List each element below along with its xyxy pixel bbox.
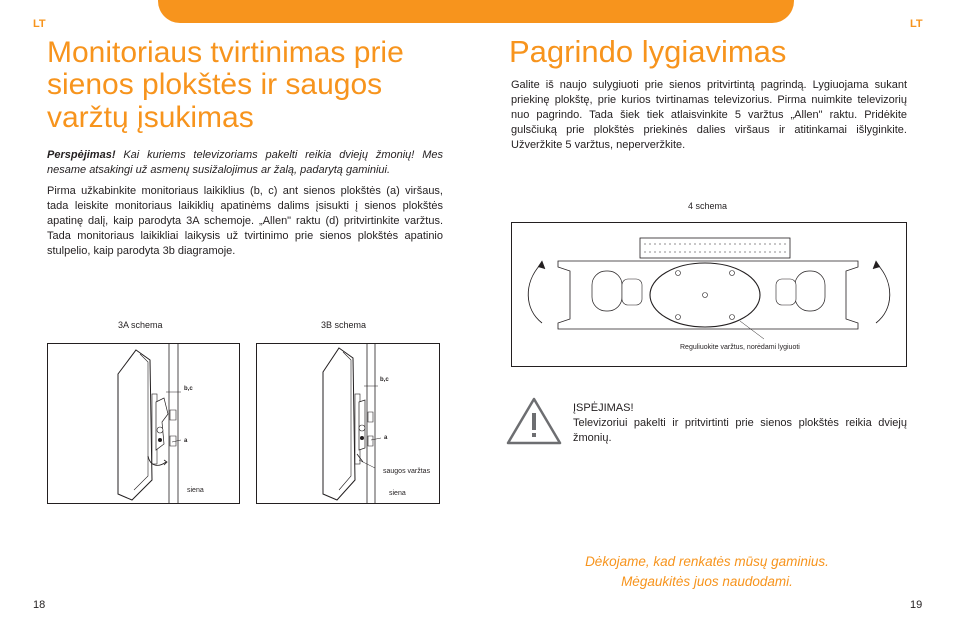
title-line: sienos plokštės ir saugos xyxy=(47,68,383,102)
page-number-left: 18 xyxy=(33,599,46,611)
fig3b-label-a: a xyxy=(384,435,388,441)
language-label-right: LT xyxy=(910,18,923,30)
fig3b-frame xyxy=(256,343,440,504)
fig3a-label-wall: siena xyxy=(187,487,204,494)
language-label-left: LT xyxy=(33,18,46,30)
fig3a-label-bc: b,c xyxy=(184,386,193,392)
left-warning-paragraph xyxy=(47,148,443,178)
title-line: Monitoriaus tvirtinimas prie xyxy=(47,36,404,69)
fig3a-drawing xyxy=(48,344,239,503)
warning-heading: ĮSPĖJIMAS! xyxy=(573,402,634,414)
fig3b-label-bc: b,c xyxy=(380,377,389,383)
fig3a-label-a: a xyxy=(184,438,188,444)
fig3b-caption: 3B schema xyxy=(321,320,367,330)
header-tab xyxy=(158,0,794,23)
fig4-callout: Reguliuokite varžtus, norėdami lygiuoti xyxy=(680,344,800,351)
fig4-frame xyxy=(511,222,907,367)
right-body-paragraph: Galite iš naujo sulygiuoti prie sienos pritvirtintą pagrindą. Lygiuojama sukant priekinę plokštę, prie kurios tvirtinamas televizorius. Pirma nuimkite televizorių nuo pagrindo. Tada šiek tiek atlaisvinkite 5 varžtus „Allen" raktu. Pridėkite gulsčiuką prie plokštės priekinės dalies viršaus ir atitinkamai išlyginkite. Užveržkite 5 varžtus, neperveržkite. xyxy=(511,79,907,151)
fig4-caption: 4 schema xyxy=(688,201,728,211)
left-body-paragraph: Pirma užkabinkite monitoriaus laikiklius (b, c) ant sienos plokštės (a) viršaus, tada leiskite monitoriaus laikiklių apatinėms dalims įsisukti į sienos plokštės apatinę dalį, kaip parodyta 3A schemoje. „Allen" raktu (d) pritvirtinkite varžtus. Tada monitoriaus laikikliai laikysis už tvirtinimo prie sienos plokštės apatinio stulpelio, kaip parodyta 3b diagramoje. xyxy=(47,185,443,257)
warning-triangle-icon xyxy=(505,396,563,451)
right-warning xyxy=(573,401,907,446)
thanks-line-2: Mėgaukitės juos naudodami. xyxy=(621,574,793,590)
fig3b-label-screw: saugos varžtas xyxy=(383,468,431,475)
warning-label: Perspėjimas! xyxy=(47,149,116,161)
page-number-right: 19 xyxy=(910,599,923,611)
thanks-message xyxy=(540,552,874,593)
warning-text: Kai kuriems televizoriams pakelti reikia dviejų žmonių! Mes nesame atsakingi už asmenų susižalojimus ar žalą, padarytą gaminiui. xyxy=(47,149,443,176)
fig3a-frame xyxy=(47,343,240,504)
thanks-line-1: Dėkojame, kad renkatės mūsų gaminius. xyxy=(585,554,829,569)
left-page-title xyxy=(47,37,467,134)
fig3b-label-wall: siena xyxy=(389,490,406,497)
fig3b-drawing xyxy=(257,344,439,503)
warning-body: Televizoriui pakelti ir pritvirtinti prie sienos plokštės reikia dviejų žmonių. xyxy=(573,416,907,444)
title-line: varžtų įsukimas xyxy=(47,100,254,134)
fig3a-caption: 3A schema xyxy=(118,320,163,330)
right-page-title: Pagrindo lygiavimas xyxy=(509,34,787,69)
